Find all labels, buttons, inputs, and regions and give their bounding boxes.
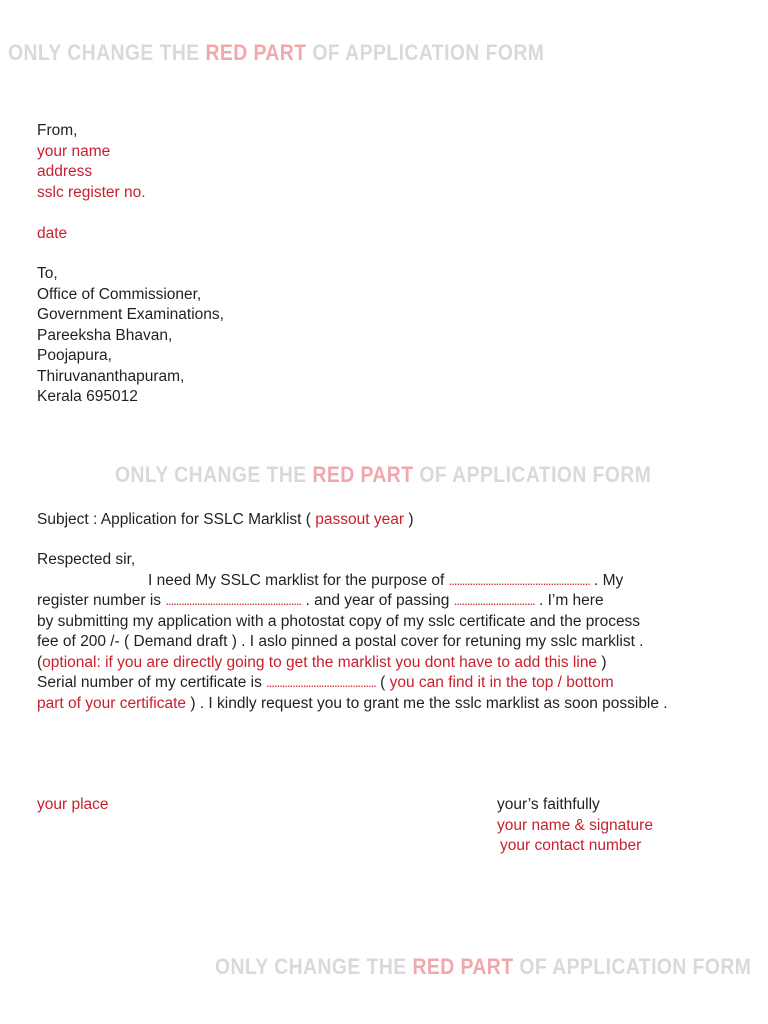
body-text: . My (589, 571, 624, 589)
letter-date: date (37, 224, 68, 242)
salutation: Respected sir, (37, 551, 136, 568)
watermark-highlight: RED PART (312, 462, 414, 487)
sender-address: address (37, 163, 93, 180)
watermark-prefix: ONLY CHANGE THE (8, 40, 206, 65)
recipient-line: Kerala 695012 (37, 388, 138, 405)
purpose-blank: ...................................................... (448, 572, 590, 588)
sender-name: your name (37, 142, 111, 160)
watermark-highlight: RED PART (205, 40, 307, 65)
from-heading: From, (37, 122, 78, 139)
to-heading: To, (37, 265, 58, 282)
closing-phrase: your’s faithfully (497, 796, 600, 813)
recipient-line: Poojapura, (37, 347, 112, 364)
name-signature-placeholder: your name & signature (497, 816, 653, 834)
body-text: ( (375, 674, 390, 691)
year-of-passing-blank: ............................... (453, 593, 535, 608)
recipient-line: Pareeksha Bhavan, (37, 326, 173, 344)
body-text: I need My SSLC marklist for the purpose of (148, 571, 449, 589)
body-text: ) . I kindly request you to grant me the sslc marklist as soon possible . (186, 694, 668, 712)
body-text: . I’m here (534, 592, 604, 609)
place-placeholder: your place (37, 796, 109, 813)
instruction-watermark-top (8, 40, 544, 66)
watermark-prefix: ONLY CHANGE THE (115, 462, 313, 487)
body-text: Serial number of my certificate is (37, 674, 267, 691)
sender-register-number: sslc register no. (37, 183, 146, 201)
passout-year-placeholder: passout year (315, 511, 405, 528)
watermark-suffix: OF APPLICATION FORM (513, 954, 752, 979)
register-number-blank: .................................................... (165, 593, 302, 608)
body-text: ( (37, 653, 43, 671)
subject-prefix: Subject : Application for SSLC Marklist ( (37, 511, 316, 528)
optional-note: optional: if you are directly going to get the marklist you dont have to add this line (42, 653, 598, 671)
serial-hint: part of your certificate (37, 694, 187, 712)
subject-line (37, 510, 413, 531)
serial-number-blank: .......................................... (266, 675, 376, 690)
instruction-watermark-bottom (215, 954, 751, 980)
signature-block (497, 795, 653, 857)
watermark-suffix: OF APPLICATION FORM (413, 462, 652, 487)
recipient-line: Office of Commissioner, (37, 285, 202, 303)
body-text: register number is (37, 592, 166, 609)
recipient-line: Thiruvananthapuram, (37, 367, 185, 385)
body-text: ) (597, 653, 607, 671)
from-section (37, 121, 146, 244)
recipient-line: Government Examinations, (37, 306, 224, 323)
watermark-highlight: RED PART (412, 954, 514, 979)
contact-number-placeholder: your contact number (500, 837, 642, 854)
body-text: . and year of passing (301, 592, 454, 609)
body-text: fee of 200 /- ( Demand draft ) . I aslo pinned a postal cover for retuning my sslc marklist . (37, 633, 644, 650)
subject-suffix: ) (404, 511, 414, 528)
instruction-watermark-middle (115, 462, 651, 488)
closing-place (37, 795, 109, 816)
serial-hint: you can find it in the top / bottom (389, 674, 614, 691)
letter-body (37, 550, 737, 714)
watermark-suffix: OF APPLICATION FORM (306, 40, 545, 65)
body-text: by submitting my application with a photostat copy of my sslc certificate and the process (37, 612, 641, 630)
to-section (37, 264, 224, 408)
watermark-prefix: ONLY CHANGE THE (215, 954, 413, 979)
